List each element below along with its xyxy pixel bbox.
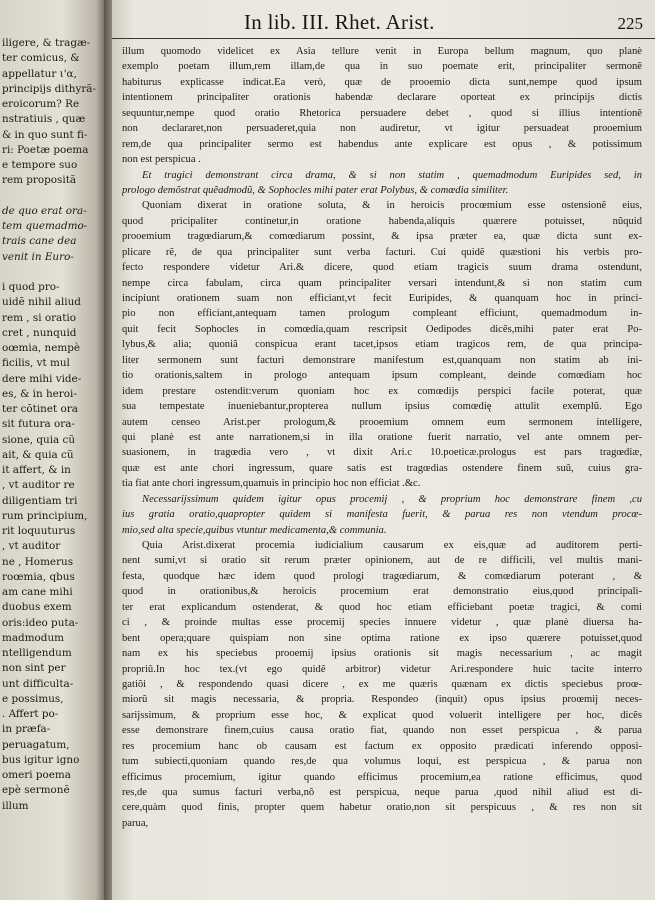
commentary-text-line: liter sermonem sunt facturi demonstrare manifestum est,quanquam non statim ab ini-: [122, 354, 642, 366]
left-text-line: e possimus,: [2, 692, 64, 705]
left-text-line: rit loquuturus: [2, 525, 76, 537]
left-text-line: oris:ideo puta-: [2, 616, 79, 629]
left-text-line: [2, 265, 100, 280]
left-text-line: madmodum: [2, 631, 65, 644]
left-text-line: rum principium,: [2, 509, 88, 522]
left-page-column: [2, 36, 100, 814]
commentary-text-line: prooemium tragœdiarum,& comœdiarum possint, & ipsa præter ea, quæ dicta sunt ex-: [122, 231, 642, 243]
commentary-text-line: ter erat explicandum ostenderat, & quod hoc etiam efficiebant poetæ tragici, & comi: [122, 601, 642, 613]
left-text-line: . Affert po-: [2, 708, 59, 720]
left-text-line: roœmia, qbus: [2, 570, 75, 583]
commentary-text-line: res,de qua sumus facturi verba,nõ est perspicua, neque parua ,quod nihil aliud est di-: [122, 787, 642, 798]
commentary-text-line: lybus,& alia; quoniã conspicua erant tacet,ipsos etiam tragicos rem, de qua principa-: [122, 339, 642, 351]
left-text-line: omeri poema: [2, 769, 71, 781]
left-text-line: oœmia, nempè: [2, 342, 81, 354]
left-text-line: duobus exem: [2, 601, 72, 614]
left-text-line: diligentiam tri: [2, 494, 78, 507]
commentary-text-line: gatiõi , & respondendo quasi dicere , ex me quæris quænam ex dictis speciebus proœ-: [122, 678, 642, 690]
commentary-text-line: Quia Arist.dixerat procemia iudicialium causarum ex eis,quæ ad auditorem perti-: [142, 540, 642, 551]
commentary-text-line: nam ex his speciebus prooemij ipsius orationis sit magis necessarium , ac magit: [122, 648, 642, 660]
left-text-line: rem propositã: [2, 174, 77, 187]
left-text-line: & in quo sunt fi-: [2, 128, 88, 141]
commentary-text-line: habiturus explicasse indicat.Ea verò, quæ de prooemio dicta sunt,nempe quod ipsum: [122, 76, 642, 88]
lemma-text-line: prologo demõstrat quẽadmodũ, & Sophocles mihi pater erat Polybus, & comœdia similiter.: [122, 184, 509, 196]
commentary-text-line: plicare rẽ, de qua principaliter sunt verba facturi. Cui quidẽ quæstioni his verbis pro-: [122, 246, 642, 258]
main-text-column: [122, 44, 642, 831]
left-text-line: iligere, & tragæ-: [2, 37, 91, 49]
left-text-line: e tempore suo: [2, 159, 78, 171]
commentary-text-line: quit fecit Sophocles in comœdia,quam rescripsit Oedipodes dicẽs,mihi pater erat Po-: [122, 323, 642, 335]
left-text-line: es, & in heroi-: [2, 387, 77, 400]
book-gutter: [104, 0, 112, 900]
commentary-text-line: sua tempestate inueniebantur,propterea nullum ipsius comœdię attulit exemplũ. Ego: [122, 401, 642, 413]
right-page: [112, 0, 655, 900]
lemma-text-line: ius gratia oratio,quapropter quidem si manifesta fuerit, & parua res non vtendum procœ-: [122, 509, 642, 521]
left-text-line: ntelligendum: [2, 647, 72, 659]
commentary-text-line: incipiunt orationem suam non efficiant,vt fecit Euripides, & quanquam hoc in princi-: [122, 293, 642, 304]
commentary-text-line: intentionem principaliter orationis habendæ declarare oporteat ex principijs dictis: [122, 92, 642, 104]
commentary-text-line: festa, quodque hæc idem quod prologi tragœdiarum, & comœdiarum poterant , &: [122, 570, 642, 582]
commentary-text-line: sarijssimum, & proprium esse hoc, & explicat quod voluerit intelligere per hoc, dicẽs: [122, 709, 642, 721]
left-text-line: cret , nunquid: [2, 326, 77, 339]
left-text-line: dere mihi vide-: [2, 372, 82, 385]
left-text-line: principijs dithyrã-: [2, 82, 96, 95]
left-text-line: tem quemadmo-: [2, 220, 88, 232]
commentary-text-line: Quoniam dixerat in oratione soluta, & in heroicis procœmium esse ostensionẽ eius,: [142, 200, 642, 212]
running-head: In lib. III. Rhet. Arist.: [244, 10, 435, 34]
commentary-text-line: sequuntur,nempe quod oratio Rhetorica persuadere debet , quod si illius intentionẽ: [122, 107, 642, 119]
commentary-text-line: cere,quàm quod finis, propter quem habetur oratio,non sit perspicuus , & res non sit: [122, 802, 642, 814]
commentary-text-line: parua,: [122, 817, 149, 829]
left-text-line: rem , si oratio: [2, 311, 77, 324]
page-number: 225: [617, 14, 643, 33]
commentary-text-line: idem prestare ostendit:verum quoniam hoc ex comœdijs perspici facile poterat, quæ: [122, 385, 642, 397]
lemma-text-line: Et tragici demonstrant circa drama, & si non statim , quemadmodum Euripides sed, in: [142, 169, 642, 181]
left-text-line: in præfa-: [2, 723, 51, 736]
commentary-text-line: quod pricipaliter continetur,in oratione habenda,aliquis quærere potuisset, nũquid: [122, 215, 642, 227]
left-text-line: ter comicus, &: [2, 52, 80, 65]
commentary-text-line: rem,de qua principaliter sermo est habendus ante explicare est opus , & potissimum: [122, 138, 642, 150]
left-text-line: de quo erat ora-: [2, 204, 87, 217]
lemma-text-line: mio,sed alta specie,quibus vtuntur medicamenta,& communia.: [122, 524, 387, 536]
page-header: [112, 6, 655, 36]
header-rule: [112, 38, 655, 39]
commentary-text-line: quod in orationibus,& heroicis procemium erat demonstratio eius,quod principali-: [122, 586, 642, 598]
commentary-text-line: autem censeo Arist.per prologum,& prooemium omnem eum sermonem intelligere,: [122, 416, 642, 428]
commentary-text-line: illum quomodo videlicet ex Asia tellure venit in Europa bellum magnum, quo planè: [122, 46, 642, 57]
commentary-text-line: ci , & proinde multas esse procemij species innuere videtur , quæ planè diuersa ha-: [122, 617, 642, 629]
left-text-line: illum: [2, 799, 29, 812]
left-text-line: trais cane dea: [2, 235, 77, 248]
left-text-line: , vt auditor: [2, 540, 61, 553]
commentary-text-line: bent opera;quare quispiam non sine optima ratione ex ipso quærere potuisset,quod: [122, 632, 642, 644]
left-text-line: unt difficulta-: [2, 677, 74, 690]
commentary-text-line: pio non efficiant,antequam tamen prologum compleant efficiunt, quemadmodum in-: [122, 308, 642, 320]
left-text-line: , vt auditor re: [2, 479, 75, 492]
left-text-line: am cane mihi: [2, 586, 73, 598]
commentary-text-line: efficimus procemium, igitur quando efficimus procemium,ea ratione efficimus, quod: [122, 771, 642, 783]
commentary-text-line: qui planè est ante narrationem,si in illa oratione fuerit narratio, vel ante omnem per-: [122, 431, 642, 443]
commentary-text-line: tia fiat ante chori ingressum,quamuis in principio hoc non efficiat .&c.: [122, 478, 421, 490]
left-text-line: it affert, & in: [2, 464, 71, 476]
left-text-line: uidẽ nihil aliud: [2, 296, 81, 309]
left-text-line: ri: Poetæ poema: [2, 143, 89, 156]
left-text-line: non sint per: [2, 662, 66, 675]
commentary-text-line: exemplo poetam illum,rem illam,de qua in suo poemate erit, principaliter sermonẽ: [122, 61, 642, 73]
left-text-line: nstratiuis , quæ: [2, 113, 86, 126]
commentary-text-line: nempe circa fabulam, circa quam principaliter versari intendunt,& si non statim cum: [122, 277, 642, 289]
left-text-line: [2, 189, 100, 204]
commentary-text-line: non est perspicua .: [122, 154, 201, 166]
commentary-text-line: fecto respondere videtur Ari.& dicere, quod etiam tragicis suum drama ostendunt,: [122, 262, 642, 274]
left-text-line: sit futura ora-: [2, 418, 75, 431]
left-text-line: appellatur ι'α,: [2, 67, 77, 80]
left-page: [0, 0, 104, 900]
left-text-line: i quod pro-: [2, 281, 60, 293]
commentary-text-line: tio orationis,saltem in prologo antequam ipsum compleant, deinde comœdiam hoc: [122, 370, 642, 382]
left-text-line: ficilis, vt mul: [2, 357, 70, 370]
commentary-text-line: tum subiecti,quoniam quando res,de qua volumus loqui, est perspicua , & parua non: [122, 756, 642, 768]
commentary-text-line: miorũ sit magis necessaria, & propria. Respondeo (inquit) opus ipsius proœmij neces-: [122, 694, 642, 706]
left-text-line: ait, & quia cũ: [2, 448, 74, 461]
left-text-line: sione, quia cũ: [2, 433, 76, 446]
commentary-text-line: res procemium hanc ob causam est factum ex opposito prædicati inferendo opposi-: [122, 740, 642, 752]
commentary-text-line: non declararet,non persuaderet,quia non audiretur, vt igitur persuadeat prooemium: [122, 123, 642, 135]
left-text-line: ne , Homerus: [2, 555, 74, 568]
commentary-text-line: nent sumi,vt si oratio sit rerum præter opinionem, aut de re difficili, vel multis mani-: [122, 555, 642, 567]
left-text-line: epè sermonẽ: [2, 784, 70, 797]
left-text-line: venit in Euro-: [2, 250, 74, 263]
commentary-text-line: suasionem, in tragœdia vero , vt dixit Ari.c 10.poeticæ.prologus est pars tragœdiæ,: [122, 447, 642, 459]
commentary-text-line: propriũ.In hoc tex.(vt ego quidẽ arbitror) videtur Ari.respondere huic tacite interro: [122, 663, 642, 675]
lemma-text-line: Necessarijssimum quidem igitur opus procemij , & proprium hoc demonstrare finem ,cu: [142, 493, 642, 505]
left-text-line: ter cõtinet ora: [2, 403, 78, 415]
commentary-text-line: quæ est ante chori ingressum, quare satis est tragœdias ostendere finem suũ, cuius gra-: [122, 462, 642, 474]
left-text-line: peruagatum,: [2, 738, 70, 751]
commentary-text-line: esse demonstrare finem,cuius causa oratio fiat, quando non esset perspicua , & parua: [122, 725, 642, 737]
left-text-line: bus igitur igno: [2, 753, 80, 766]
left-text-line: eroicorum? Re: [2, 98, 80, 110]
